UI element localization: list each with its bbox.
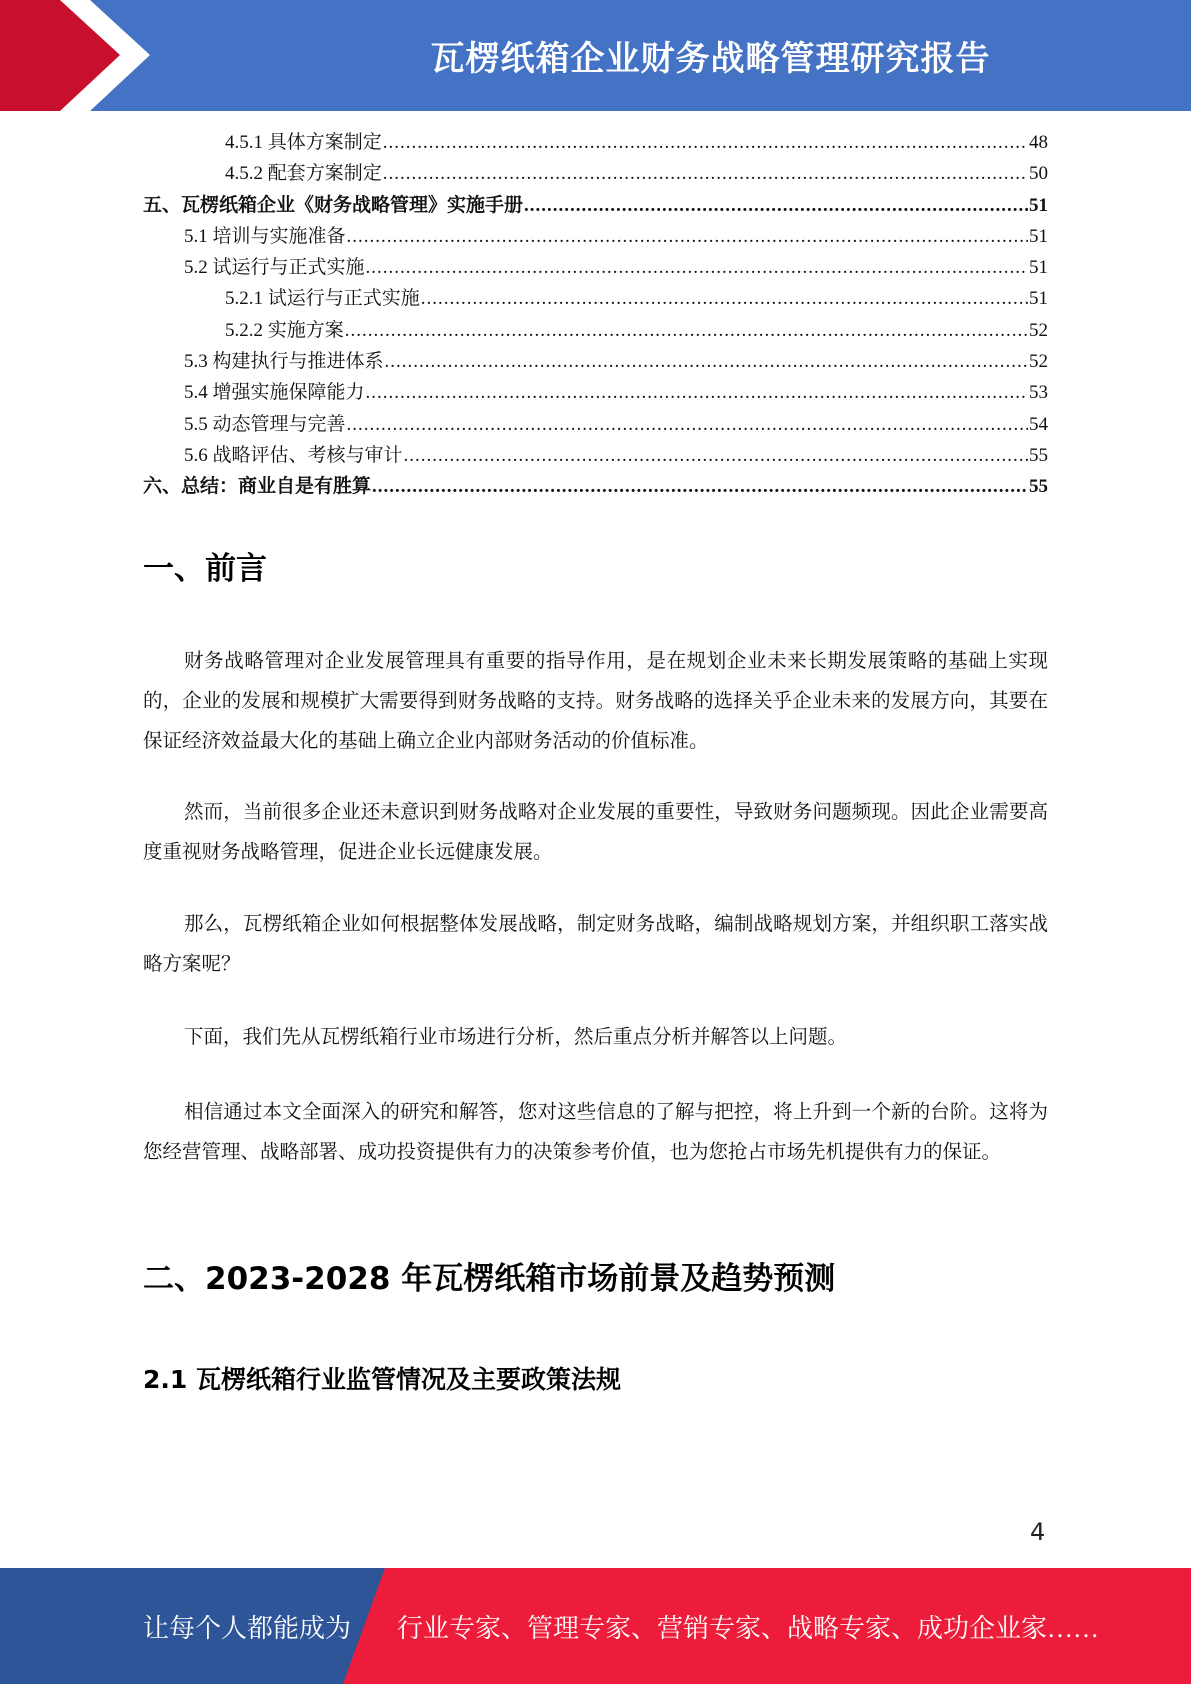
toc-entry-page: 52 <box>1029 319 1048 341</box>
paragraph: 财务战略管理对企业发展管理具有重要的指导作用，是在规划企业未来长期发展策略的基础上实现的，企业的发展和规模扩大需要得到财务战略的支持。财务战略的选择关乎企业未来的发展方向，其要在保证经济效益最大化的基础上确立企业内部财务活动的价值标准。 <box>143 651 1048 752</box>
toc-entry-page: 54 <box>1029 413 1048 435</box>
footer-slogan-left: 让每个人都能成为 <box>143 1613 352 1643</box>
table-of-contents <box>143 127 1048 503</box>
toc-entry-page: 51 <box>1029 225 1048 247</box>
toc-entry[interactable] <box>143 127 1048 158</box>
toc-entry[interactable] <box>143 377 1048 408</box>
toc-entry-label: 5.5 动态管理与完善 <box>184 413 346 435</box>
paragraph: 相信通过本文全面深入的研究和解答，您对这些信息的了解与把控，将上升到一个新的台阶。这将为您经营管理、战略部署、成功投资提供有力的决策参考价值，也为您抢占市场先机提供有力的保证。 <box>143 1102 1048 1163</box>
toc-entry-label: 5.4 增强实施保障能力 <box>184 382 365 404</box>
toc-entry[interactable] <box>143 252 1048 283</box>
toc-entry-page: 55 <box>1029 476 1048 498</box>
toc-entry-page: 51 <box>1029 194 1048 216</box>
toc-entry-page: 52 <box>1029 351 1048 373</box>
toc-leader-dots <box>404 445 1028 467</box>
section-heading-preface: 一、前言 <box>143 551 267 587</box>
toc-leader-dots <box>372 476 1028 498</box>
page-number: 4 <box>1030 1518 1046 1546</box>
toc-leader-dots <box>345 320 1028 342</box>
paragraph: 下面，我们先从瓦楞纸箱行业市场进行分析，然后重点分析并解答以上问题。 <box>184 1027 848 1048</box>
toc-entry-page: 55 <box>1029 444 1048 466</box>
toc-entry[interactable] <box>143 471 1048 502</box>
toc-leader-dots <box>383 132 1028 154</box>
toc-leader-dots <box>347 226 1028 248</box>
page-header <box>0 0 1191 111</box>
toc-entry-label: 4.5.2 配套方案制定 <box>225 163 382 185</box>
document-title: 瓦楞纸箱企业财务战略管理研究报告 <box>430 39 991 79</box>
toc-entry-label: 5.2.1 试运行与正式实施 <box>225 288 420 310</box>
toc-entry-page: 48 <box>1029 132 1048 153</box>
subsection-heading-regulation: 2.1 瓦楞纸箱行业监管情况及主要政策法规 <box>143 1365 621 1394</box>
toc-entry[interactable] <box>143 315 1048 346</box>
toc-entry-label: 4.5.1 具体方案制定 <box>225 132 382 153</box>
toc-entry[interactable] <box>143 346 1048 377</box>
toc-leader-dots <box>421 288 1028 310</box>
toc-entry-label: 5.2 试运行与正式实施 <box>184 257 365 279</box>
toc-entry-label: 5.2.2 实施方案 <box>225 319 344 341</box>
toc-leader-dots <box>366 257 1028 279</box>
toc-entry[interactable] <box>143 158 1048 189</box>
paragraph: 然而，当前很多企业还未意识到财务战略对企业发展的重要性，导致财务问题频现。因此企业需要高度重视财务战略管理，促进企业长远健康发展。 <box>143 802 1048 863</box>
toc-entry-label: 5.1 培训与实施准备 <box>184 225 346 247</box>
toc-entry-page: 50 <box>1029 163 1048 185</box>
toc-entry[interactable] <box>143 221 1048 252</box>
toc-entry[interactable] <box>143 409 1048 440</box>
toc-leader-dots <box>383 163 1028 185</box>
toc-leader-dots <box>385 351 1028 373</box>
toc-entry[interactable] <box>143 440 1048 471</box>
toc-entry-label: 5.6 战略评估、考核与审计 <box>184 444 403 466</box>
toc-entry-page: 51 <box>1029 288 1048 310</box>
toc-entry[interactable] <box>143 283 1048 314</box>
footer-slogan-right: 行业专家、管理专家、营销专家、战略专家、成功企业家…… <box>397 1613 1100 1643</box>
page-footer <box>0 1568 1191 1684</box>
toc-leader-dots <box>347 414 1028 436</box>
toc-entry-page: 51 <box>1029 257 1048 279</box>
toc-entry-label: 5.3 构建执行与推进体系 <box>184 351 384 373</box>
paragraph: 那么，瓦楞纸箱企业如何根据整体发展战略，制定财务战略，编制战略规划方案，并组织职工落实战略方案呢？ <box>143 914 1048 975</box>
toc-leader-dots <box>524 195 1028 217</box>
section-heading-market-forecast: 二、2023-2028 年瓦楞纸箱市场前景及趋势预测 <box>143 1261 836 1297</box>
toc-entry-label: 六、总结：商业自是有胜算 <box>143 476 372 498</box>
toc-entry-label: 五、瓦楞纸箱企业《财务战略管理》实施手册 <box>143 194 524 216</box>
toc-entry[interactable] <box>143 190 1048 221</box>
toc-entry-page: 53 <box>1029 382 1048 404</box>
toc-leader-dots <box>366 382 1028 404</box>
